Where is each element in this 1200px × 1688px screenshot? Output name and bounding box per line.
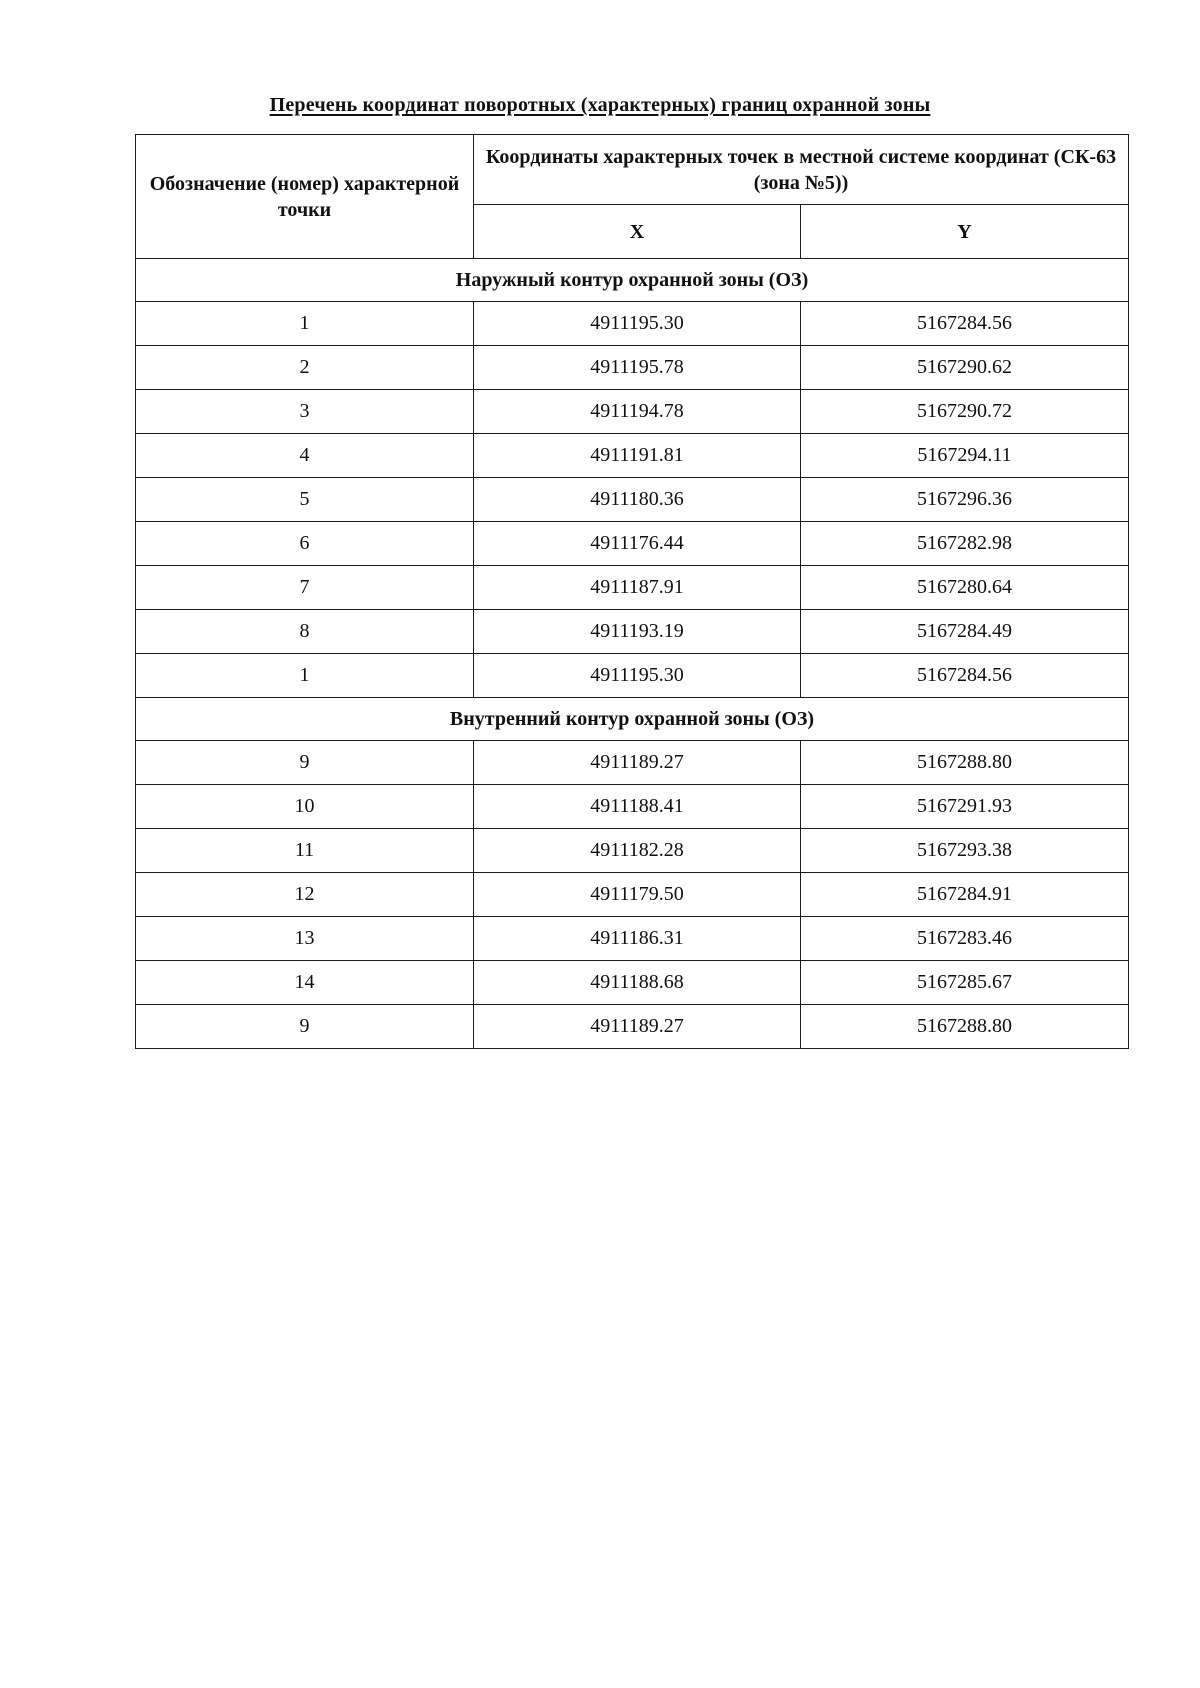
y-coordinate-cell: 5167288.80 (801, 741, 1129, 785)
x-coordinate-cell: 4911182.28 (474, 829, 801, 873)
point-number-cell: 10 (136, 785, 474, 829)
y-coordinate-cell: 5167294.11 (801, 434, 1129, 478)
x-coordinate-cell: 4911180.36 (474, 478, 801, 522)
table-row (136, 346, 1129, 390)
table-row (136, 522, 1129, 566)
table-row (136, 1005, 1129, 1049)
table-row (136, 654, 1129, 698)
point-number-cell: 4 (136, 434, 474, 478)
x-coordinate-cell: 4911188.41 (474, 785, 801, 829)
x-coordinate-cell: 4911193.19 (474, 610, 801, 654)
section-title: Внутренний контур охранной зоны (ОЗ) (136, 698, 1129, 741)
coordinates-header: Координаты характерных точек в местной системе координат (СК-63 (зона №5)) (474, 135, 1129, 205)
y-coordinate-cell: 5167280.64 (801, 566, 1129, 610)
point-number-cell: 12 (136, 873, 474, 917)
y-coordinate-cell: 5167290.72 (801, 390, 1129, 434)
table-body (136, 259, 1129, 1049)
table-row (136, 741, 1129, 785)
point-number-cell: 14 (136, 961, 474, 1005)
y-coordinate-cell: 5167291.93 (801, 785, 1129, 829)
x-coordinate-cell: 4911195.30 (474, 302, 801, 346)
x-coordinate-cell: 4911189.27 (474, 741, 801, 785)
y-coordinate-cell: 5167284.49 (801, 610, 1129, 654)
table-row (136, 566, 1129, 610)
section-row (136, 698, 1129, 741)
table-row (136, 434, 1129, 478)
x-coordinate-cell: 4911191.81 (474, 434, 801, 478)
point-number-cell: 7 (136, 566, 474, 610)
point-number-cell: 3 (136, 390, 474, 434)
y-coordinate-cell: 5167284.56 (801, 654, 1129, 698)
table-row (136, 829, 1129, 873)
x-coordinate-cell: 4911195.30 (474, 654, 801, 698)
y-coordinate-cell: 5167283.46 (801, 917, 1129, 961)
document-title: Перечень координат поворотных (характерных) границ охранной зоны (269, 94, 931, 116)
y-column-header: Y (801, 205, 1129, 259)
x-coordinate-cell: 4911188.68 (474, 961, 801, 1005)
x-coordinate-cell: 4911194.78 (474, 390, 801, 434)
point-number-cell: 6 (136, 522, 474, 566)
section-title: Наружный контур охранной зоны (ОЗ) (136, 259, 1129, 302)
x-coordinate-cell: 4911179.50 (474, 873, 801, 917)
point-number-cell: 13 (136, 917, 474, 961)
y-coordinate-cell: 5167284.56 (801, 302, 1129, 346)
y-coordinate-cell: 5167290.62 (801, 346, 1129, 390)
point-number-cell: 9 (136, 741, 474, 785)
y-coordinate-cell: 5167288.80 (801, 1005, 1129, 1049)
point-number-cell: 11 (136, 829, 474, 873)
x-coordinate-cell: 4911176.44 (474, 522, 801, 566)
table-row (136, 390, 1129, 434)
table-row (136, 302, 1129, 346)
x-coordinate-cell: 4911187.91 (474, 566, 801, 610)
point-number-cell: 8 (136, 610, 474, 654)
table-row (136, 961, 1129, 1005)
x-column-header: X (474, 205, 801, 259)
point-number-cell: 1 (136, 302, 474, 346)
x-coordinate-cell: 4911186.31 (474, 917, 801, 961)
point-number-cell: 2 (136, 346, 474, 390)
y-coordinate-cell: 5167284.91 (801, 873, 1129, 917)
point-number-cell: 5 (136, 478, 474, 522)
x-coordinate-cell: 4911189.27 (474, 1005, 801, 1049)
table-header (136, 135, 1129, 259)
point-number-cell: 9 (136, 1005, 474, 1049)
table-row (136, 873, 1129, 917)
section-row (136, 259, 1129, 302)
table-row (136, 917, 1129, 961)
y-coordinate-cell: 5167285.67 (801, 961, 1129, 1005)
x-coordinate-cell: 4911195.78 (474, 346, 801, 390)
table-row (136, 478, 1129, 522)
coordinates-table (135, 134, 1129, 1049)
table-row (136, 610, 1129, 654)
y-coordinate-cell: 5167296.36 (801, 478, 1129, 522)
y-coordinate-cell: 5167282.98 (801, 522, 1129, 566)
table-row (136, 785, 1129, 829)
point-number-cell: 1 (136, 654, 474, 698)
y-coordinate-cell: 5167293.38 (801, 829, 1129, 873)
point-number-header: Обозначение (номер) характерной точки (136, 135, 474, 259)
